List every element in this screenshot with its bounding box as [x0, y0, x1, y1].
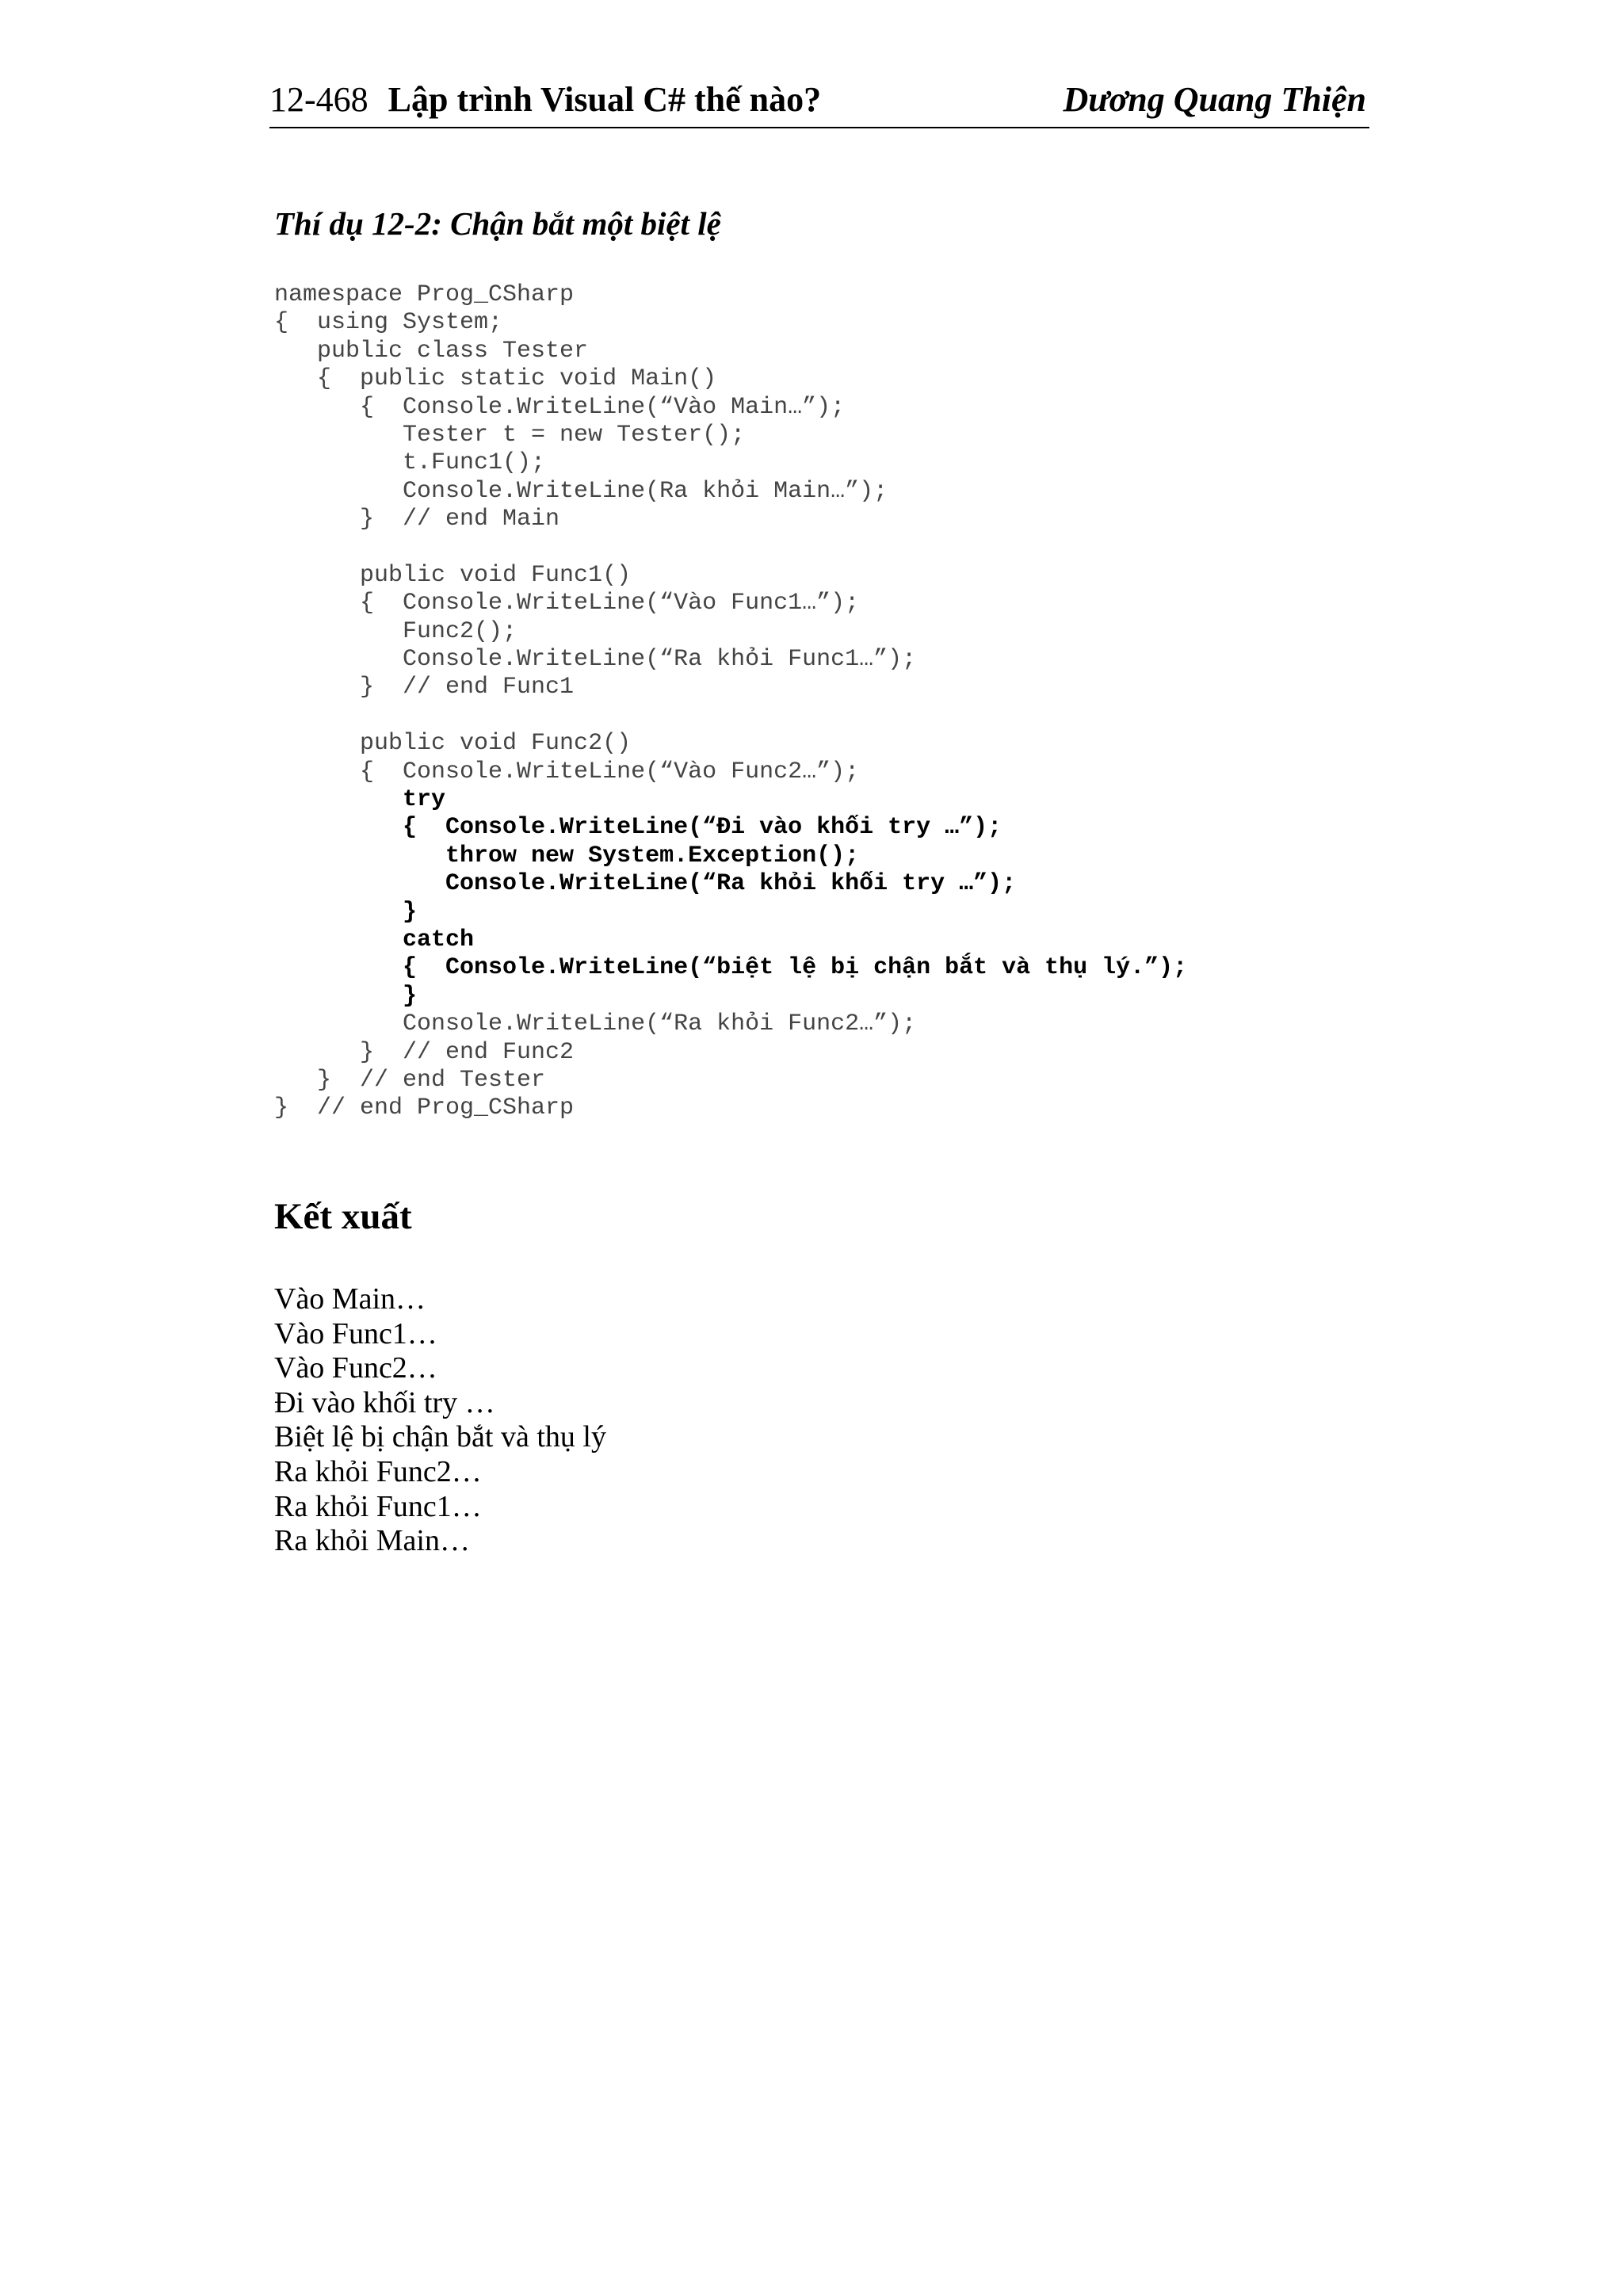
code-line: throw new System.Exception(); [274, 842, 860, 869]
example-title: Thí dụ 12-2: Chận bắt một biệt lệ [274, 205, 721, 242]
code-line: Console.WriteLine(Ra khỏi Main…”); [274, 477, 888, 505]
code-listing [274, 281, 1187, 1123]
code-line: namespace Prog_CSharp [274, 281, 575, 308]
output-list [274, 1282, 606, 1559]
page-header [269, 71, 1369, 128]
output-heading: Kết xuất [274, 1196, 412, 1237]
code-line: } // end Main [274, 506, 560, 533]
code-line: { Console.WriteLine(“Vào Func2…”); [274, 758, 860, 785]
code-line: { public static void Main() [274, 365, 717, 393]
code-line: public void Func2() [274, 730, 632, 758]
author-name: Dương Quang Thiện [1063, 80, 1366, 119]
code-line: } [274, 898, 418, 926]
code-line: public void Func1() [274, 561, 632, 589]
code-line [274, 534, 1187, 562]
code-line: { Console.WriteLine(“biệt lệ bị chận bắt và thụ lý.”); [274, 954, 1188, 982]
code-line: { Console.WriteLine(“Đi vào khối try …”); [274, 814, 1002, 842]
code-line: try [274, 786, 446, 814]
code-line: } [274, 982, 418, 1010]
output-line: Vào Main… [274, 1282, 426, 1316]
code-line: Console.WriteLine(“Ra khỏi Func2…”); [274, 1010, 917, 1038]
output-line: Ra khỏi Main… [274, 1524, 470, 1558]
book-title: Lập trình Visual C# thế nào? [388, 80, 822, 119]
code-line: t.Func1(); [274, 449, 546, 477]
code-line: { Console.WriteLine(“Vào Main…”); [274, 393, 846, 421]
code-line: Console.WriteLine(“Ra khỏi khối try …”); [274, 870, 1017, 898]
output-line: Vào Func1… [274, 1316, 437, 1350]
code-line: } // end Func2 [274, 1038, 575, 1066]
code-line: { Console.WriteLine(“Vào Func1…”); [274, 590, 860, 617]
header-left [269, 79, 821, 120]
page-number: 12-468 [269, 80, 369, 119]
code-line [274, 702, 1187, 730]
output-line: Đi vào khối try … [274, 1385, 495, 1419]
code-line: } // end Func1 [274, 674, 575, 701]
code-line: { using System; [274, 309, 503, 337]
code-line: Func2(); [274, 617, 517, 645]
code-line: catch [274, 926, 475, 953]
output-line: Ra khỏi Func1… [274, 1489, 482, 1523]
code-line: Console.WriteLine(“Ra khỏi Func1…”); [274, 646, 917, 674]
code-line: public class Tester [274, 337, 589, 365]
code-line: } // end Prog_CSharp [274, 1095, 575, 1122]
code-line: Tester t = new Tester(); [274, 421, 746, 449]
output-line: Ra khỏi Func2… [274, 1454, 482, 1488]
output-line: Biệt lệ bị chận bắt và thụ lý [274, 1420, 606, 1454]
output-line: Vào Func2… [274, 1351, 437, 1385]
code-line: } // end Tester [274, 1066, 546, 1094]
